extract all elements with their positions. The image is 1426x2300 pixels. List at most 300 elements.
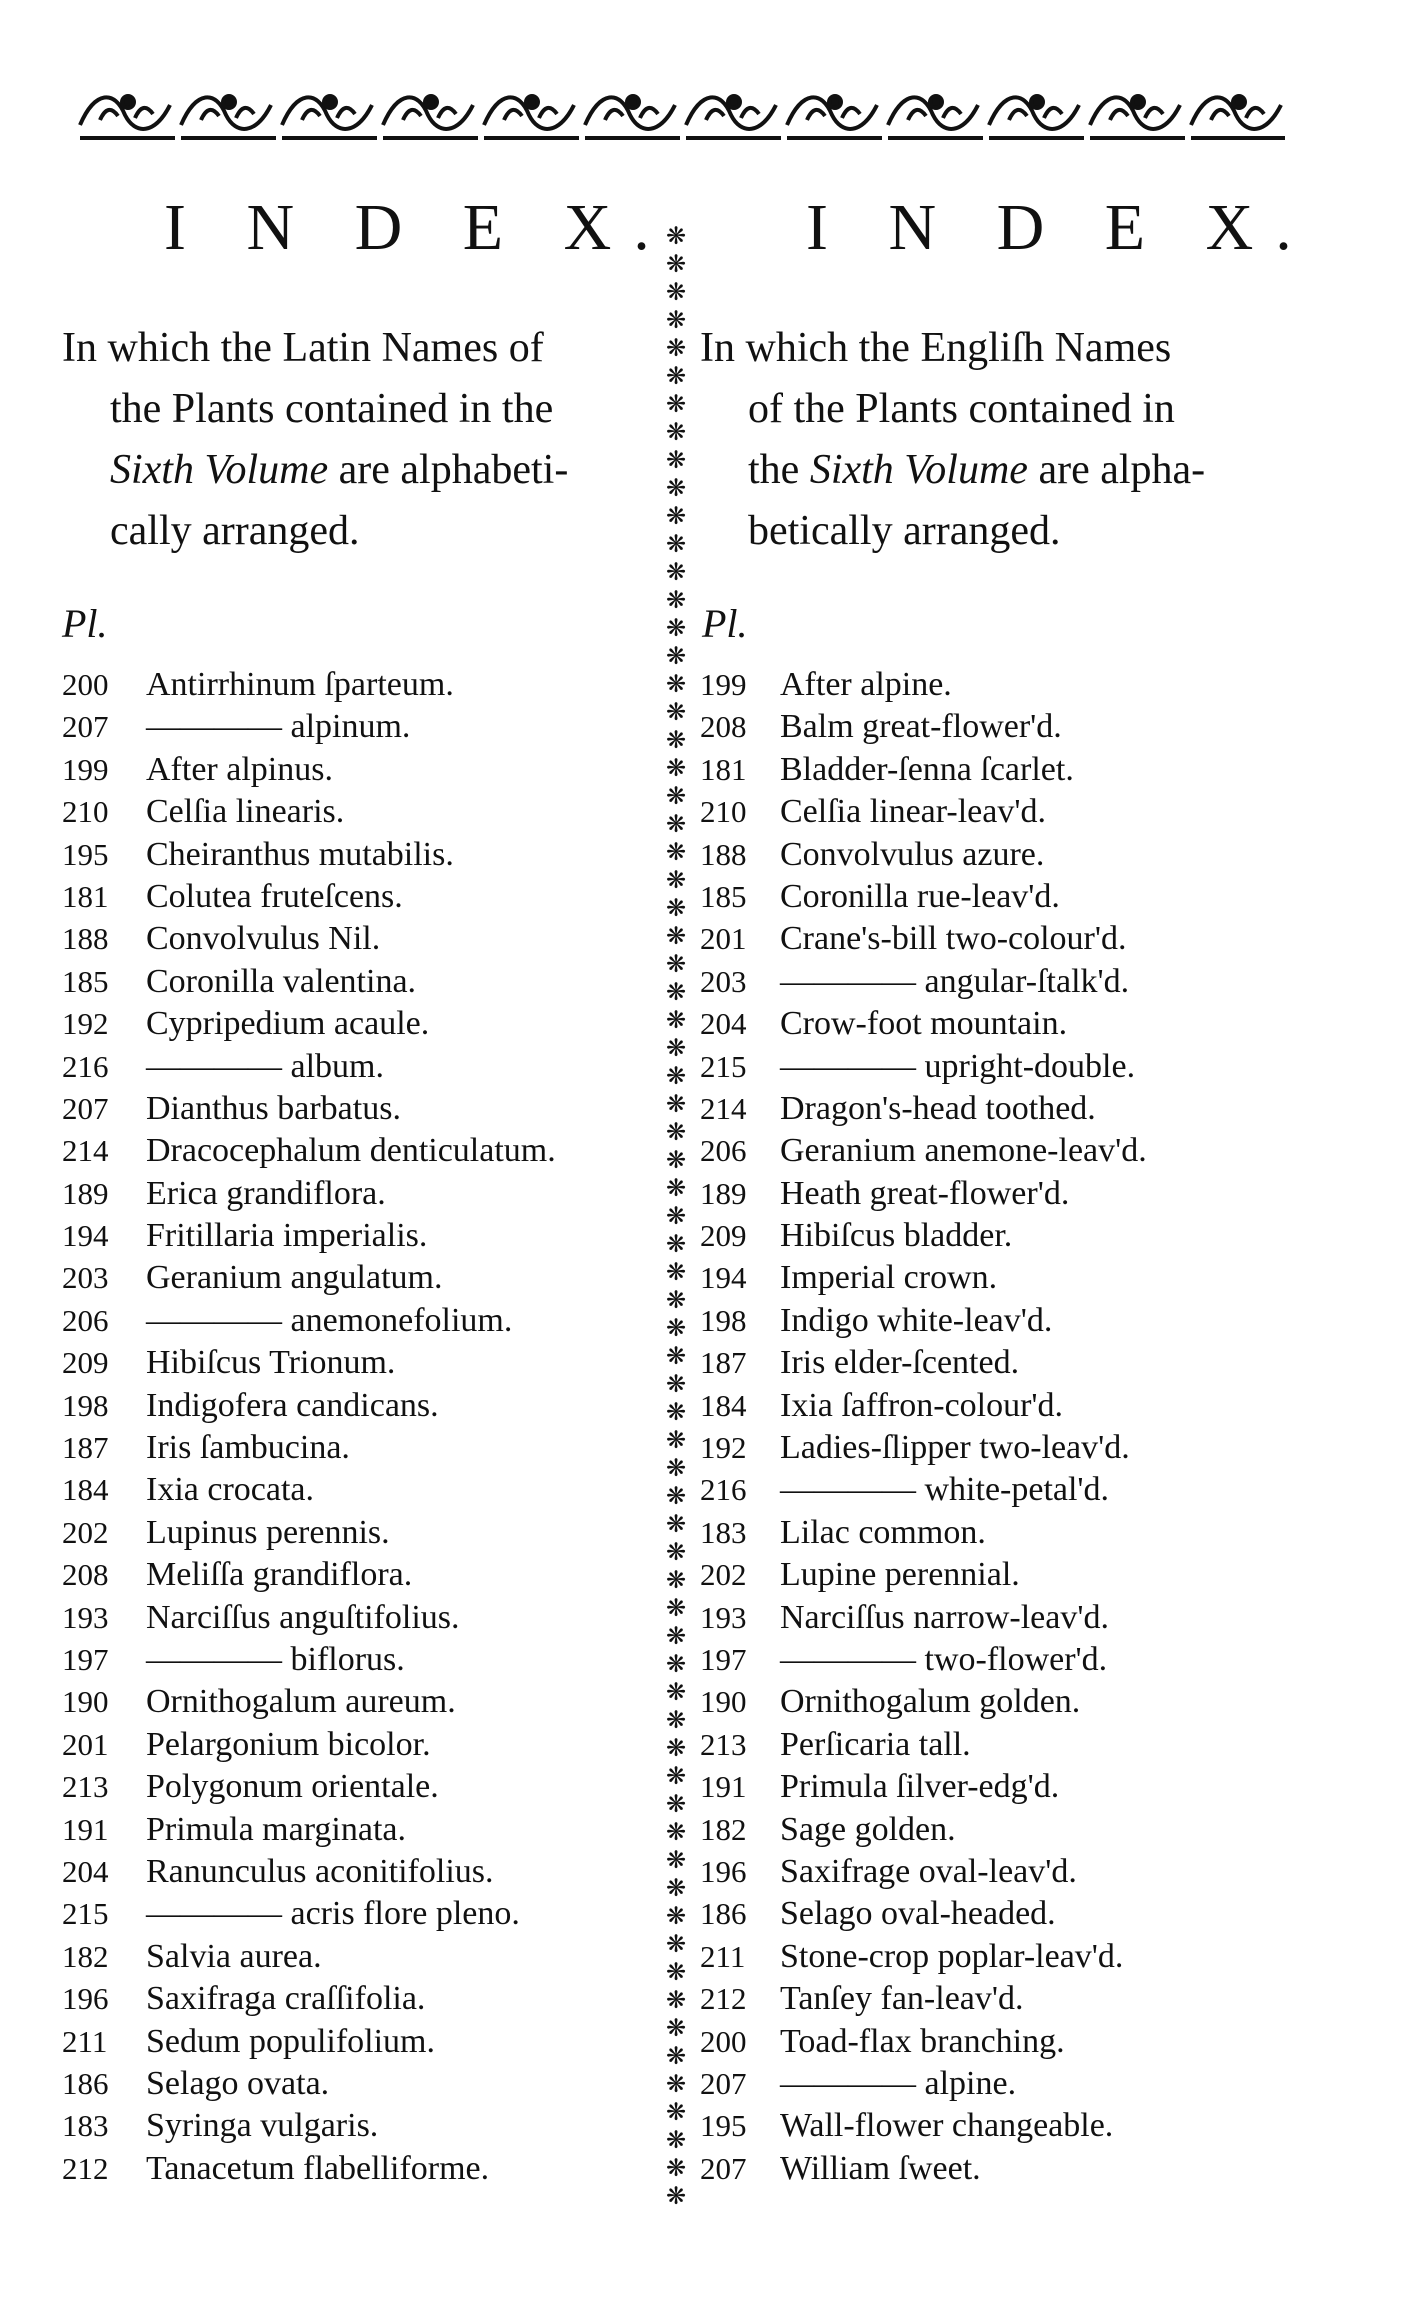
plate-number: 212: [62, 2150, 109, 2186]
index-entry: [700, 918, 1147, 960]
fleuron-icon: ❋: [665, 1986, 687, 2014]
index-entry: [62, 1173, 556, 1215]
plate-number: 204: [62, 1853, 109, 1889]
index-entry: [62, 1046, 556, 1088]
plate-number: 214: [700, 1090, 747, 1126]
plant-name: Erica grandiflora.: [146, 1174, 386, 1212]
fleuron-icon: ❋: [665, 558, 687, 586]
fleuron-icon: ❋: [665, 1034, 687, 1062]
plant-name: Cheiranthus mutabilis.: [146, 835, 454, 873]
index-entry: [62, 1088, 556, 1130]
fleuron-icon: ❋: [665, 950, 687, 978]
fleuron-icon: ❋: [665, 2126, 687, 2154]
plate-number: 185: [700, 878, 747, 914]
index-entry: [700, 1385, 1147, 1427]
plate-number: 200: [700, 2023, 747, 2059]
vine-bud: [829, 96, 841, 108]
index-entry: [62, 749, 556, 791]
index-entry: [700, 664, 1147, 706]
fleuron-icon: ❋: [665, 1594, 687, 1622]
plant-name: Selago ovata.: [146, 2064, 330, 2102]
index-entry: [62, 2148, 556, 2190]
index-entry: [62, 876, 556, 918]
index-entry: [62, 2021, 556, 2063]
index-entry: [62, 1766, 556, 1808]
fleuron-icon: ❋: [665, 754, 687, 782]
index-entry: [62, 791, 556, 833]
plant-name: ———— anemonefolium.: [146, 1301, 513, 1339]
index-entry: [700, 834, 1147, 876]
fleuron-icon: ❋: [665, 1342, 687, 1370]
index-entry: [700, 1257, 1147, 1299]
latin-index-title: I N D E X.: [164, 191, 672, 264]
fleuron-icon: ❋: [665, 866, 687, 894]
plant-name: Geranium anemone-leav'd.: [780, 1132, 1147, 1170]
fleuron-icon: ❋: [665, 334, 687, 362]
index-entry: [700, 1427, 1147, 1469]
fleuron-icon: ❋: [665, 2098, 687, 2126]
plate-number: 210: [62, 794, 109, 830]
plate-number: 182: [62, 1938, 109, 1974]
plant-name: Indigo white-leav'd.: [780, 1301, 1053, 1339]
plant-name: Tanſey fan-leav'd.: [780, 1980, 1024, 2018]
fleuron-icon: ❋: [665, 1006, 687, 1034]
plate-number: 197: [700, 1641, 747, 1677]
fleuron-icon: ❋: [665, 1818, 687, 1846]
fleuron-icon: ❋: [665, 1118, 687, 1146]
index-entry: [62, 1427, 556, 1469]
subtitle-line: of the Plants contained in: [748, 386, 1175, 432]
plant-name: ———— upright-double.: [780, 1047, 1136, 1085]
plate-number: 199: [62, 751, 109, 787]
plant-name: Selago oval-headed.: [780, 1895, 1056, 1933]
fleuron-icon: ❋: [665, 1706, 687, 1734]
fleuron-icon: ❋: [665, 1538, 687, 1566]
plate-number: 185: [62, 963, 109, 999]
plant-name: Ixia ſaffron-colour'd.: [780, 1386, 1064, 1424]
plate-number: 215: [700, 1048, 747, 1084]
index-entry: [700, 1809, 1147, 1851]
index-entry: [700, 2063, 1147, 2105]
index-entry: [62, 1257, 556, 1299]
fleuron-icon: ❋: [665, 782, 687, 810]
plant-name: Primula ſilver-edg'd.: [780, 1768, 1060, 1806]
vine-bud: [1132, 96, 1144, 108]
plate-number: 184: [700, 1387, 747, 1423]
plate-column-label: Pl.: [702, 601, 748, 646]
fleuron-icon: ❋: [665, 894, 687, 922]
plate-number: 187: [700, 1345, 747, 1381]
index-entry: [700, 791, 1147, 833]
subtitle-italic: Sixth Volume: [809, 447, 1028, 493]
index-entry: [700, 1639, 1147, 1681]
index-entry: [62, 1851, 556, 1893]
fleuron-icon: ❋: [665, 306, 687, 334]
plant-name: ———— biflorus.: [146, 1640, 405, 1678]
plant-name: Narciſſus narrow-leav'd.: [780, 1598, 1109, 1636]
plate-number: 182: [700, 1811, 747, 1847]
plate-number: 208: [62, 1557, 109, 1593]
plant-name: Crane's-bill two-colour'd.: [780, 920, 1127, 958]
fleuron-icon: ❋: [665, 586, 687, 614]
fleuron-icon: ❋: [665, 474, 687, 502]
fleuron-icon: ❋: [665, 642, 687, 670]
plate-number: 195: [62, 836, 109, 872]
fleuron-icon: ❋: [665, 614, 687, 642]
fleuron-icon: ❋: [665, 1510, 687, 1538]
fleuron-icon: ❋: [665, 1230, 687, 1258]
index-entry: [62, 1215, 556, 1257]
plant-name: Wall-flower changeable.: [780, 2107, 1114, 2145]
plate-number: 195: [700, 2108, 747, 2144]
index-entry: [62, 1342, 556, 1384]
index-entry: [700, 1936, 1147, 1978]
plant-name: Hibiſcus Trionum.: [146, 1344, 396, 1382]
index-entry: [700, 1469, 1147, 1511]
plate-number: 208: [700, 709, 747, 745]
plate-number: 196: [62, 1981, 109, 2017]
plate-column-label: Pl.: [62, 601, 108, 646]
plate-number: 191: [62, 1811, 109, 1847]
plate-number: 192: [700, 1430, 747, 1466]
plate-number: 202: [700, 1557, 747, 1593]
index-entry: [62, 1639, 556, 1681]
plate-number: 207: [700, 2150, 747, 2186]
index-entry: [62, 706, 556, 748]
plant-name: Sage golden.: [780, 1810, 956, 1848]
vine-bud: [627, 96, 639, 108]
plate-number: 209: [62, 1345, 109, 1381]
index-entry: [62, 1554, 556, 1596]
fleuron-icon: ❋: [665, 1174, 687, 1202]
plate-number: 181: [62, 878, 109, 914]
plant-name: ———— white-petal'd.: [780, 1471, 1110, 1509]
plate-number: 196: [700, 1853, 747, 1889]
fleuron-icon: ❋: [665, 1790, 687, 1818]
index-entry: [700, 2148, 1147, 2190]
plant-name: Pelargonium bicolor.: [146, 1725, 431, 1763]
fleuron-icon: ❋: [665, 1930, 687, 1958]
subtitle-line: betically arranged.: [748, 508, 1061, 554]
subtitle-line-pre: the: [748, 447, 810, 493]
vine-bud: [728, 96, 740, 108]
plate-number: 206: [700, 1133, 747, 1169]
fleuron-icon: ❋: [665, 530, 687, 558]
index-entry: [700, 1046, 1147, 1088]
plant-name: Crow-foot mountain.: [780, 1005, 1068, 1043]
plant-name: Indigofera candicans.: [146, 1386, 439, 1424]
index-entry: [62, 1385, 556, 1427]
plate-number: 183: [62, 2108, 109, 2144]
fleuron-icon: ❋: [665, 502, 687, 530]
subtitle-line: In which the Engliſh Names: [700, 325, 1172, 371]
index-entry: [62, 1893, 556, 1935]
subtitle-italic: Sixth Volume: [110, 447, 329, 493]
plate-number: 202: [62, 1514, 109, 1550]
fleuron-icon: ❋: [665, 2014, 687, 2042]
fleuron-icon: ❋: [665, 390, 687, 418]
index-entry: [62, 2063, 556, 2105]
plate-number: 213: [700, 1726, 747, 1762]
plant-name: Balm great-flower'd.: [780, 708, 1062, 746]
plant-name: Cypripedium acaule.: [146, 1005, 430, 1043]
fleuron-icon: ❋: [665, 1398, 687, 1426]
plant-name: ———— alpinum.: [146, 708, 411, 746]
fleuron-icon: ❋: [665, 670, 687, 698]
fleuron-icon: ❋: [665, 1650, 687, 1678]
plant-name: Ranunculus aconitifolius.: [146, 1852, 494, 1890]
fleuron-icon: ❋: [665, 1566, 687, 1594]
fleuron-icon: ❋: [665, 1482, 687, 1510]
index-entry: [700, 1724, 1147, 1766]
fleuron-icon: ❋: [665, 418, 687, 446]
plant-name: ———— album.: [146, 1047, 384, 1085]
index-entry: [700, 706, 1147, 748]
plate-number: 201: [62, 1726, 109, 1762]
plant-name: Salvia aurea.: [146, 1937, 322, 1975]
index-entry: [62, 1130, 556, 1172]
plate-number: 209: [700, 1218, 747, 1254]
index-entry: [700, 2105, 1147, 2147]
fleuron-icon: ❋: [665, 1622, 687, 1650]
plate-number: 189: [62, 1175, 109, 1211]
fleuron-icon: ❋: [665, 1734, 687, 1762]
plant-name: Narciſſus anguſtifolius.: [146, 1598, 460, 1636]
fleuron-icon: ❋: [665, 1258, 687, 1286]
vine-bud: [223, 96, 235, 108]
plant-name: Fritillaria imperialis.: [146, 1217, 428, 1255]
fleuron-icon: ❋: [665, 1874, 687, 1902]
index-entry: [700, 1215, 1147, 1257]
plant-name: Dianthus barbatus.: [146, 1089, 401, 1127]
english-index-subtitle: [700, 318, 1300, 562]
fleuron-icon: ❋: [665, 1090, 687, 1118]
latin-index-subtitle: [62, 318, 672, 562]
plant-name: After alpinus.: [146, 750, 333, 788]
plant-name: Convolvulus Nil.: [146, 920, 381, 958]
plant-name: Tanacetum flabelliforme.: [146, 2149, 490, 2187]
subtitle-line: [700, 440, 1300, 501]
fleuron-icon: ❋: [665, 1314, 687, 1342]
plate-number: 186: [700, 1896, 747, 1932]
plant-name: Imperial crown.: [780, 1259, 998, 1297]
plant-name: Bladder-ſenna ſcarlet.: [780, 750, 1074, 788]
index-entry: [62, 1936, 556, 1978]
plate-number: 204: [700, 1006, 747, 1042]
fleuron-icon: ❋: [665, 1846, 687, 1874]
plate-number: 183: [700, 1514, 747, 1550]
plant-name: Iris elder-ſcented.: [780, 1344, 1020, 1382]
plant-name: Celſia linear-leav'd.: [780, 793, 1046, 831]
index-entry: [62, 961, 556, 1003]
vine-bud: [1233, 96, 1245, 108]
plant-name: Stone-crop poplar-leav'd.: [780, 1937, 1124, 1975]
vine-bud: [930, 96, 942, 108]
plate-number: 194: [700, 1260, 747, 1296]
plant-name: Dragon's-head toothed.: [780, 1089, 1096, 1127]
plate-number: 188: [62, 921, 109, 957]
plant-name: Colutea fruteſcens.: [146, 877, 403, 915]
plate-number: 207: [62, 709, 109, 745]
plant-name: Lupinus perennis.: [146, 1513, 390, 1551]
plant-name: ———— two-flower'd.: [780, 1640, 1108, 1678]
vine-bud: [122, 96, 134, 108]
index-entry: [700, 876, 1147, 918]
index-entry: [62, 1681, 556, 1723]
plate-number: 190: [700, 1684, 747, 1720]
fleuron-icon: ❋: [665, 2070, 687, 2098]
plate-number: 210: [700, 794, 747, 830]
plate-number: 214: [62, 1133, 109, 1169]
plate-number: 197: [62, 1641, 109, 1677]
plate-number: 193: [700, 1599, 747, 1635]
fleuron-icon: ❋: [665, 1678, 687, 1706]
plant-name: Toad-flax branching.: [780, 2022, 1065, 2060]
index-entry: [62, 1809, 556, 1851]
index-entry: [62, 834, 556, 876]
plant-name: Convolvulus azure.: [780, 835, 1045, 873]
fleuron-icon: ❋: [665, 1370, 687, 1398]
plant-name: Syringa vulgaris.: [146, 2107, 379, 2145]
subtitle-line: the Plants contained in the: [110, 386, 554, 432]
plant-name: ———— acris flore pleno.: [146, 1895, 520, 1933]
plate-number: 212: [700, 1981, 747, 2017]
fleuron-icon: ❋: [665, 726, 687, 754]
vine-bud: [1031, 96, 1043, 108]
plate-number: 211: [62, 2023, 108, 2059]
plant-name: Saxifraga craſſifolia.: [146, 1980, 426, 2018]
plate-number: 207: [62, 1090, 109, 1126]
index-entry: [700, 1597, 1147, 1639]
index-entry: [700, 1300, 1147, 1342]
plate-number: 190: [62, 1684, 109, 1720]
plant-name: Ornithogalum golden.: [780, 1683, 1081, 1721]
vine-bud: [425, 96, 437, 108]
fleuron-icon: ❋: [665, 838, 687, 866]
plant-name: Ladies-ſlipper two-leav'd.: [780, 1429, 1130, 1467]
index-entry: [62, 1003, 556, 1045]
plate-number: 189: [700, 1175, 747, 1211]
index-entry: [700, 2021, 1147, 2063]
fleuron-icon: ❋: [665, 250, 687, 278]
plant-name: Dracocephalum denticulatum.: [146, 1132, 556, 1170]
plate-number: 206: [62, 1302, 109, 1338]
plant-name: Coronilla rue-leav'd.: [780, 877, 1060, 915]
plate-number: 207: [700, 2065, 747, 2101]
fleuron-icon: ❋: [665, 1902, 687, 1930]
fleuron-icon: ❋: [665, 222, 687, 250]
fleuron-icon: ❋: [665, 1286, 687, 1314]
index-entry: [700, 1130, 1147, 1172]
index-entry: [700, 961, 1147, 1003]
fleuron-icon: ❋: [665, 978, 687, 1006]
english-entries-list: [700, 664, 1147, 2190]
fleuron-icon: ❋: [665, 2042, 687, 2070]
fleuron-icon: ❋: [665, 1062, 687, 1090]
plant-name: Geranium angulatum.: [146, 1259, 443, 1297]
subtitle-line-rest: are alpha-: [1027, 447, 1206, 493]
vine-bud: [526, 96, 538, 108]
plate-number: 211: [700, 1938, 746, 1974]
index-entry: [700, 1766, 1147, 1808]
plant-name: Hibiſcus bladder.: [780, 1217, 1013, 1255]
plant-name: After alpine.: [780, 666, 952, 703]
plate-number: 186: [62, 2065, 109, 2101]
index-entry: [700, 1681, 1147, 1723]
plate-number: 203: [700, 963, 747, 999]
plant-name: Ornithogalum aureum.: [146, 1683, 456, 1721]
index-entry: [700, 1342, 1147, 1384]
fleuron-icon: ❋: [665, 922, 687, 950]
plant-name: Perſicaria tall.: [780, 1725, 971, 1763]
plant-name: William ſweet.: [780, 2149, 981, 2187]
fleuron-icon: ❋: [665, 1426, 687, 1454]
plate-number: 188: [700, 836, 747, 872]
plate-number: 192: [62, 1006, 109, 1042]
plate-number: 187: [62, 1430, 109, 1466]
vine-bud: [324, 96, 336, 108]
subtitle-line: [62, 440, 672, 501]
fleuron-icon: ❋: [665, 2182, 687, 2210]
plate-number: 216: [700, 1472, 747, 1508]
plant-name: Meliſſa grandiflora.: [146, 1556, 413, 1594]
index-entry: [62, 1469, 556, 1511]
fleuron-icon: ❋: [665, 446, 687, 474]
index-entry: [62, 1597, 556, 1639]
fleuron-icon: ❋: [665, 1762, 687, 1790]
index-entry: [62, 918, 556, 960]
plant-name: Iris ſambucina.: [146, 1429, 350, 1467]
plant-name: Lilac common.: [780, 1513, 986, 1551]
plate-number: 201: [700, 921, 747, 957]
plant-name: ———— angular-ſtalk'd.: [780, 962, 1130, 1000]
plant-name: Antirrhinum ſparteum.: [146, 666, 454, 703]
plant-name: Primula marginata.: [146, 1810, 406, 1848]
fleuron-icon: ❋: [665, 1454, 687, 1482]
plate-number: 198: [700, 1302, 747, 1338]
plant-name: Ixia crocata.: [146, 1471, 314, 1509]
plant-name: Polygonum orientale.: [146, 1768, 439, 1806]
index-entry: [700, 1173, 1147, 1215]
subtitle-line: cally arranged.: [110, 508, 360, 554]
plant-name: Lupine perennial.: [780, 1556, 1020, 1594]
plant-name: Coronilla valentina.: [146, 962, 417, 1000]
fleuron-icon: ❋: [665, 698, 687, 726]
index-entry: [62, 2105, 556, 2147]
index-entry: [62, 1724, 556, 1766]
fleuron-icon: ❋: [665, 1958, 687, 1986]
fleuron-icon: ❋: [665, 278, 687, 306]
plant-name: Celſia linearis.: [146, 793, 345, 831]
subtitle-line-rest: are alphabeti-: [328, 447, 569, 493]
plant-name: Saxifrage oval-leav'd.: [780, 1852, 1077, 1890]
fleuron-icon: ❋: [665, 1146, 687, 1174]
index-entry: [62, 1300, 556, 1342]
index-entry: [62, 1512, 556, 1554]
plate-number: 194: [62, 1218, 109, 1254]
plate-number: 215: [62, 1896, 109, 1932]
plant-name: ———— alpine.: [780, 2064, 1017, 2102]
index-entry: [62, 1978, 556, 2020]
english-index-title: I N D E X.: [806, 191, 1314, 264]
plate-number: 184: [62, 1472, 109, 1508]
plate-number: 213: [62, 1769, 109, 1805]
index-entry: [700, 1978, 1147, 2020]
index-entry: [700, 1893, 1147, 1935]
fleuron-icon: ❋: [665, 2154, 687, 2182]
plant-name: Sedum populifolium.: [146, 2022, 435, 2060]
plate-number: 181: [700, 751, 747, 787]
